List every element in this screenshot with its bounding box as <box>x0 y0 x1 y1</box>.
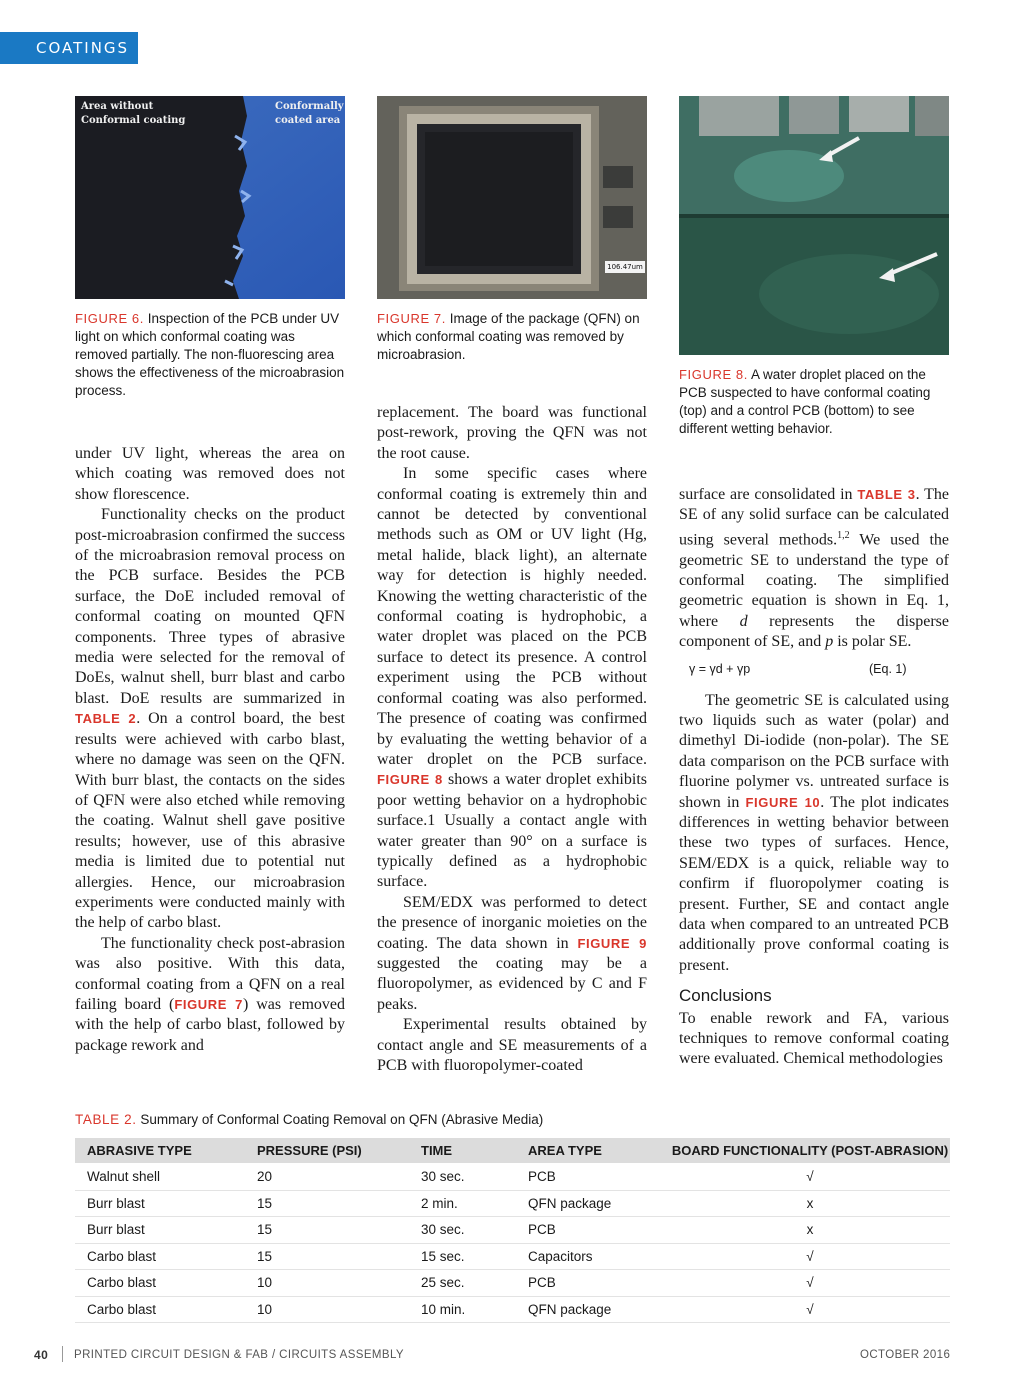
col1-paragraph-3: The functionality check post-abrasion was also positive. With this data, conformal coating from a QFN on a real failing board (FIGURE 7) was removed with the help of carbo blast, followed by package rework and <box>75 934 346 1054</box>
cell-pressure: 15 <box>245 1190 409 1217</box>
col3-paragraph-3: To enable rework and FA, various techniques to remove conformal coating were evaluated. Chemical methodologies <box>679 1009 949 1068</box>
figure-6-caption-text: Inspection of the PCB under UV light on which conformal coating was removed partially. The non-fluorescing area shows the effectiveness of the microabrasion process. <box>75 311 345 398</box>
cell-board-functionality: √ <box>670 1243 950 1270</box>
fig6-overlay-left: Area without Conformal coating <box>81 101 186 126</box>
cell-time: 2 min. <box>409 1190 516 1217</box>
page-number: 40 <box>34 1348 49 1362</box>
figure-7-caption-text: Image of the package (QFN) on which conformal coating was removed by microabrasion. <box>377 311 640 362</box>
cell-abrasive-type: Walnut shell <box>75 1164 245 1191</box>
cell-pressure: 15 <box>245 1217 409 1244</box>
col1-paragraph-1: under UV light, whereas the area on which coating was removed does not show florescence. <box>75 445 345 503</box>
col-header-time: TIME <box>409 1138 516 1164</box>
figure-8-label: FIGURE 8. <box>679 367 748 382</box>
fig6-overlay-right: Conformally coated area <box>275 101 344 126</box>
cell-time: 30 sec. <box>409 1164 516 1191</box>
figure-8-caption <box>679 366 951 438</box>
cell-abrasive-type: Burr blast <box>75 1190 245 1217</box>
cell-area-type: QFN package <box>516 1190 670 1217</box>
table-2-grid <box>75 1138 950 1323</box>
cell-pressure: 15 <box>245 1243 409 1270</box>
equation-text: γ = γd + γp <box>689 661 751 676</box>
cell-pressure: 20 <box>245 1164 409 1191</box>
table-row <box>75 1270 950 1297</box>
equation-1 <box>689 659 949 677</box>
section-tab: COATINGS <box>0 32 138 64</box>
figure-7-label: FIGURE 7. <box>377 311 446 326</box>
col2-paragraph-1: replacement. The board was functional post-rework, proving the QFN was not the root cause. <box>377 404 647 462</box>
col2-paragraph-2: In some specific cases where conformal coating is extremely thin and cannot be detected by conventional methods such as OM or UV light (Hg, metal halide, black light), an alternate way for detection is highly needed. Knowing the wetting characteristic of the conformal coating is hydrophobic, a water droplet was placed on the PCB surface to detect its presence. A control experiment using the PCB without conformal coating was also performed. The presence of coating was confirmed by evaluating the wetting behavior of a water droplet on the PCB surface. FIGURE 8 shows a water droplet exhibits poor wetting behavior on a hydrophobic surface.1 Usually a contact angle with water greater than 90° on a surface is typically defined as a hydrophobic surface. <box>377 465 647 891</box>
col3-paragraph-1: surface are consolidated in TABLE 3. The SE of any solid surface can be calculated using several methods.$^{1,2}$ We used the geometric SE to understand the type of conformal coating. The simplified geometric equation is shown in Eq. 1, where d represents the disperse component of SE, and p is polar SE. <box>679 486 949 651</box>
fig7-scale-label: 106.47um <box>607 263 643 271</box>
figure-6-caption <box>75 310 347 400</box>
publication-name: PRINTED CIRCUIT DESIGN & FAB / CIRCUITS ASSEMBLY <box>74 1349 404 1361</box>
table-row <box>75 1164 950 1191</box>
column-3 <box>679 485 949 1070</box>
cell-abrasive-type: Burr blast <box>75 1217 245 1244</box>
cell-pressure: 10 <box>245 1270 409 1297</box>
cell-area-type: PCB <box>516 1217 670 1244</box>
table-3-reference[interactable]: TABLE 3 <box>857 487 916 502</box>
col1-paragraph-2: Functionality checks on the product post-microabrasion confirmed the success of the microabrasion removal process on the PCB surface. Besides the PCB surface, the DoE included removal of conformal coating on mounted QFN components. Three types of abrasive media were selected for the removal of DoEs, walnut shell, burr blast and carbo blast. DoE results are summarized in TABLE 2. On a control board, the best results were achieved with carbo blast, where no damage was seen on the QFN. With burr blast, the contacts on the sides of QFN were also etched while removing the coating. Walnut shell gave positive results; however, use of this abrasive media is limited due to potential nut allergies. Hence, our microabrasion experiments were conducted mainly with the help of carbo blast. <box>75 506 345 932</box>
cell-time: 30 sec. <box>409 1217 516 1244</box>
conclusions-heading: Conclusions <box>679 986 772 1006</box>
figure-10-reference[interactable]: FIGURE 10 <box>745 794 821 810</box>
figure-7-reference[interactable]: FIGURE 7 <box>174 996 244 1012</box>
table-2-title-text: Summary of Conformal Coating Removal on QFN (Abrasive Media) <box>140 1112 544 1127</box>
water-droplet-photo <box>679 96 949 355</box>
cell-time: 10 min. <box>409 1296 516 1323</box>
table-2 <box>75 1138 950 1323</box>
cell-time: 25 sec. <box>409 1270 516 1297</box>
cell-area-type: Capacitors <box>516 1243 670 1270</box>
cell-board-functionality: √ <box>670 1296 950 1323</box>
figure-7-caption <box>377 310 649 364</box>
cell-abrasive-type: Carbo blast <box>75 1243 245 1270</box>
col3-paragraph-2: The geometric SE is calculated using two liquids such as water (polar) and dimethyl Di-iodide (non-polar). The SE data comparison on the PCB surface with fluorine polymer vs. untreated surface is shown in FIGURE 10. The plot indicates differences in wetting behavior between these two types of surfaces. Hence, SEM/EDX is a quick, reliable way to confirm if fluoropolymer coating is present. Further, SE and contact angle data when compared to an untreated PCB additionally prove conformal coating is present. <box>679 691 950 974</box>
cell-abrasive-type: Carbo blast <box>75 1270 245 1297</box>
col-header-abrasive-type: ABRASIVE TYPE <box>75 1138 245 1164</box>
table-header-row <box>75 1138 950 1164</box>
table-row <box>75 1243 950 1270</box>
col-header-pressure: PRESSURE (PSI) <box>245 1138 409 1164</box>
cell-area-type: QFN package <box>516 1296 670 1323</box>
figure-8-reference[interactable]: FIGURE 8 <box>377 772 443 788</box>
equation-number: (Eq. 1) <box>869 661 907 676</box>
table-2-title <box>75 1112 949 1127</box>
col-header-board-functionality: BOARD FUNCTIONALITY (POST-ABRASION) <box>670 1138 950 1164</box>
col-header-area-type: AREA TYPE <box>516 1138 670 1164</box>
table-2-label: TABLE 2. <box>75 1112 137 1127</box>
cell-area-type: PCB <box>516 1164 670 1191</box>
figure-6-label: FIGURE 6. <box>75 311 144 326</box>
cell-board-functionality: x <box>670 1217 950 1244</box>
col2-paragraph-3: SEM/EDX was performed to detect the presence of inorganic moieties on the coating. The data shown in FIGURE 9 suggested the coating may be a fluoropolymer, as evidenced by C and F peaks. <box>377 893 647 1013</box>
column-2 <box>377 403 647 1076</box>
cell-pressure: 10 <box>245 1296 409 1323</box>
table-2-reference[interactable]: TABLE 2 <box>75 711 137 727</box>
cell-area-type: PCB <box>516 1270 670 1297</box>
figure-8-caption-text: A water droplet placed on the PCB suspected to have conformal coating (top) and a control PCB (bottom) to see different wetting behavior. <box>679 367 931 436</box>
footer-divider <box>62 1346 63 1362</box>
column-1 <box>75 444 345 1056</box>
table-row <box>75 1296 950 1323</box>
col2-paragraph-4: Experimental results obtained by contact angle and SE measurements of a PCB with fluoropolymer-coated <box>377 1016 647 1074</box>
issue-date: OCTOBER 2016 <box>860 1349 951 1361</box>
cell-abrasive-type: Carbo blast <box>75 1296 245 1323</box>
cell-board-functionality: √ <box>670 1164 950 1191</box>
figure-6-image <box>75 96 345 299</box>
cell-board-functionality: x <box>670 1190 950 1217</box>
table-row <box>75 1190 950 1217</box>
figure-7-image <box>377 96 647 299</box>
figure-8-image <box>679 96 949 355</box>
cell-time: 15 sec. <box>409 1243 516 1270</box>
cell-board-functionality: √ <box>670 1270 950 1297</box>
figure-9-reference[interactable]: FIGURE 9 <box>577 935 647 951</box>
table-row <box>75 1217 950 1244</box>
